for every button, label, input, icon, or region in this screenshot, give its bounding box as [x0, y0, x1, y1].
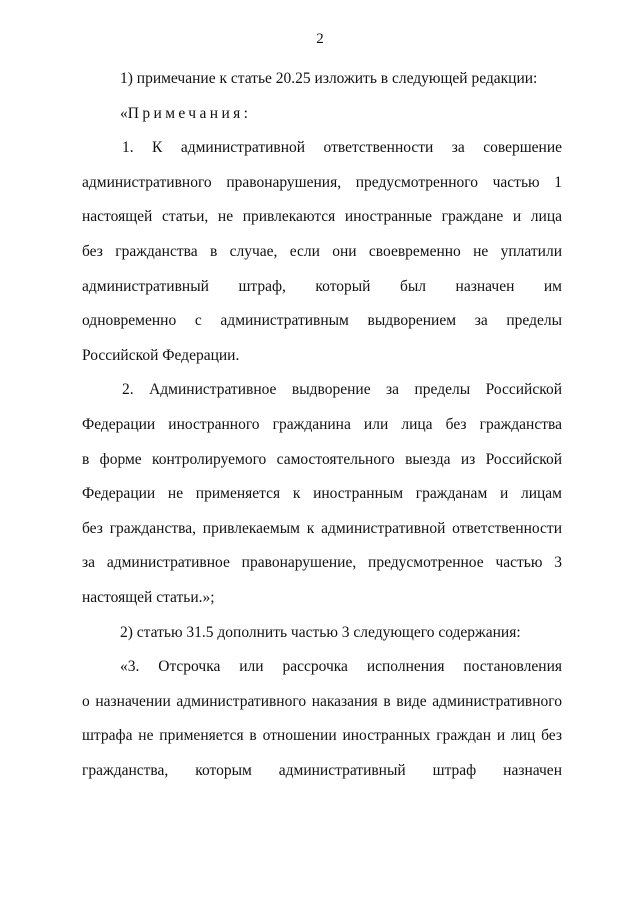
item1-intro: 1) примечание к статье 20.25 изложить в следующей редакции:	[120, 70, 538, 87]
note1-line: Российской Федерации.	[82, 346, 240, 364]
note2-line: за административное правонарушение, предусмотренное частью 3	[82, 554, 562, 572]
document-body	[82, 62, 562, 788]
note1-line: административный штраф, который был назначен им	[82, 277, 562, 295]
note1-line: 1. К административной ответственности за совершение	[122, 139, 562, 157]
notes-heading-text: Примечания:	[127, 104, 252, 122]
note2-line: в форме контролируемого самостоятельного выезда из Российской	[82, 450, 562, 468]
note2-line: Федерации иностранного гражданина или лица без гражданства	[82, 415, 562, 433]
part3-line: штрафа не применяется в отношении иностранных граждан и лиц без	[82, 727, 562, 745]
page-number: 2	[316, 31, 324, 47]
part3-line: «3. Отсрочка или рассрочка исполнения постановления	[120, 658, 562, 676]
note2-line: Федерации не применяется к иностранным гражданам и лицам	[82, 485, 562, 503]
item2-intro: 2) статью 31.5 дополнить частью 3 следующего содержания:	[120, 623, 521, 641]
note1-line: административного правонарушения, предусмотренного частью 1	[82, 173, 562, 191]
notes-heading	[82, 97, 562, 132]
note1-line: одновременно с административным выдворением за пределы	[82, 312, 562, 330]
note2-line: 2. Административное выдворение за пределы Российской	[122, 381, 562, 399]
note1-line: без гражданства в случае, если они своевременно не уплатили	[82, 242, 562, 260]
note2-line: настоящей статьи.»;	[82, 588, 215, 606]
part3-line: гражданства, которым административный штраф назначен	[82, 761, 562, 779]
notes-heading-quote: «	[120, 104, 128, 122]
note1-line: настоящей статьи, не привлекаются иностранные граждане и лица	[82, 208, 562, 226]
part3-line: о назначении административного наказания в виде административного	[82, 692, 562, 710]
note2-line: без гражданства, привлекаемым к административной ответственности	[82, 519, 562, 537]
